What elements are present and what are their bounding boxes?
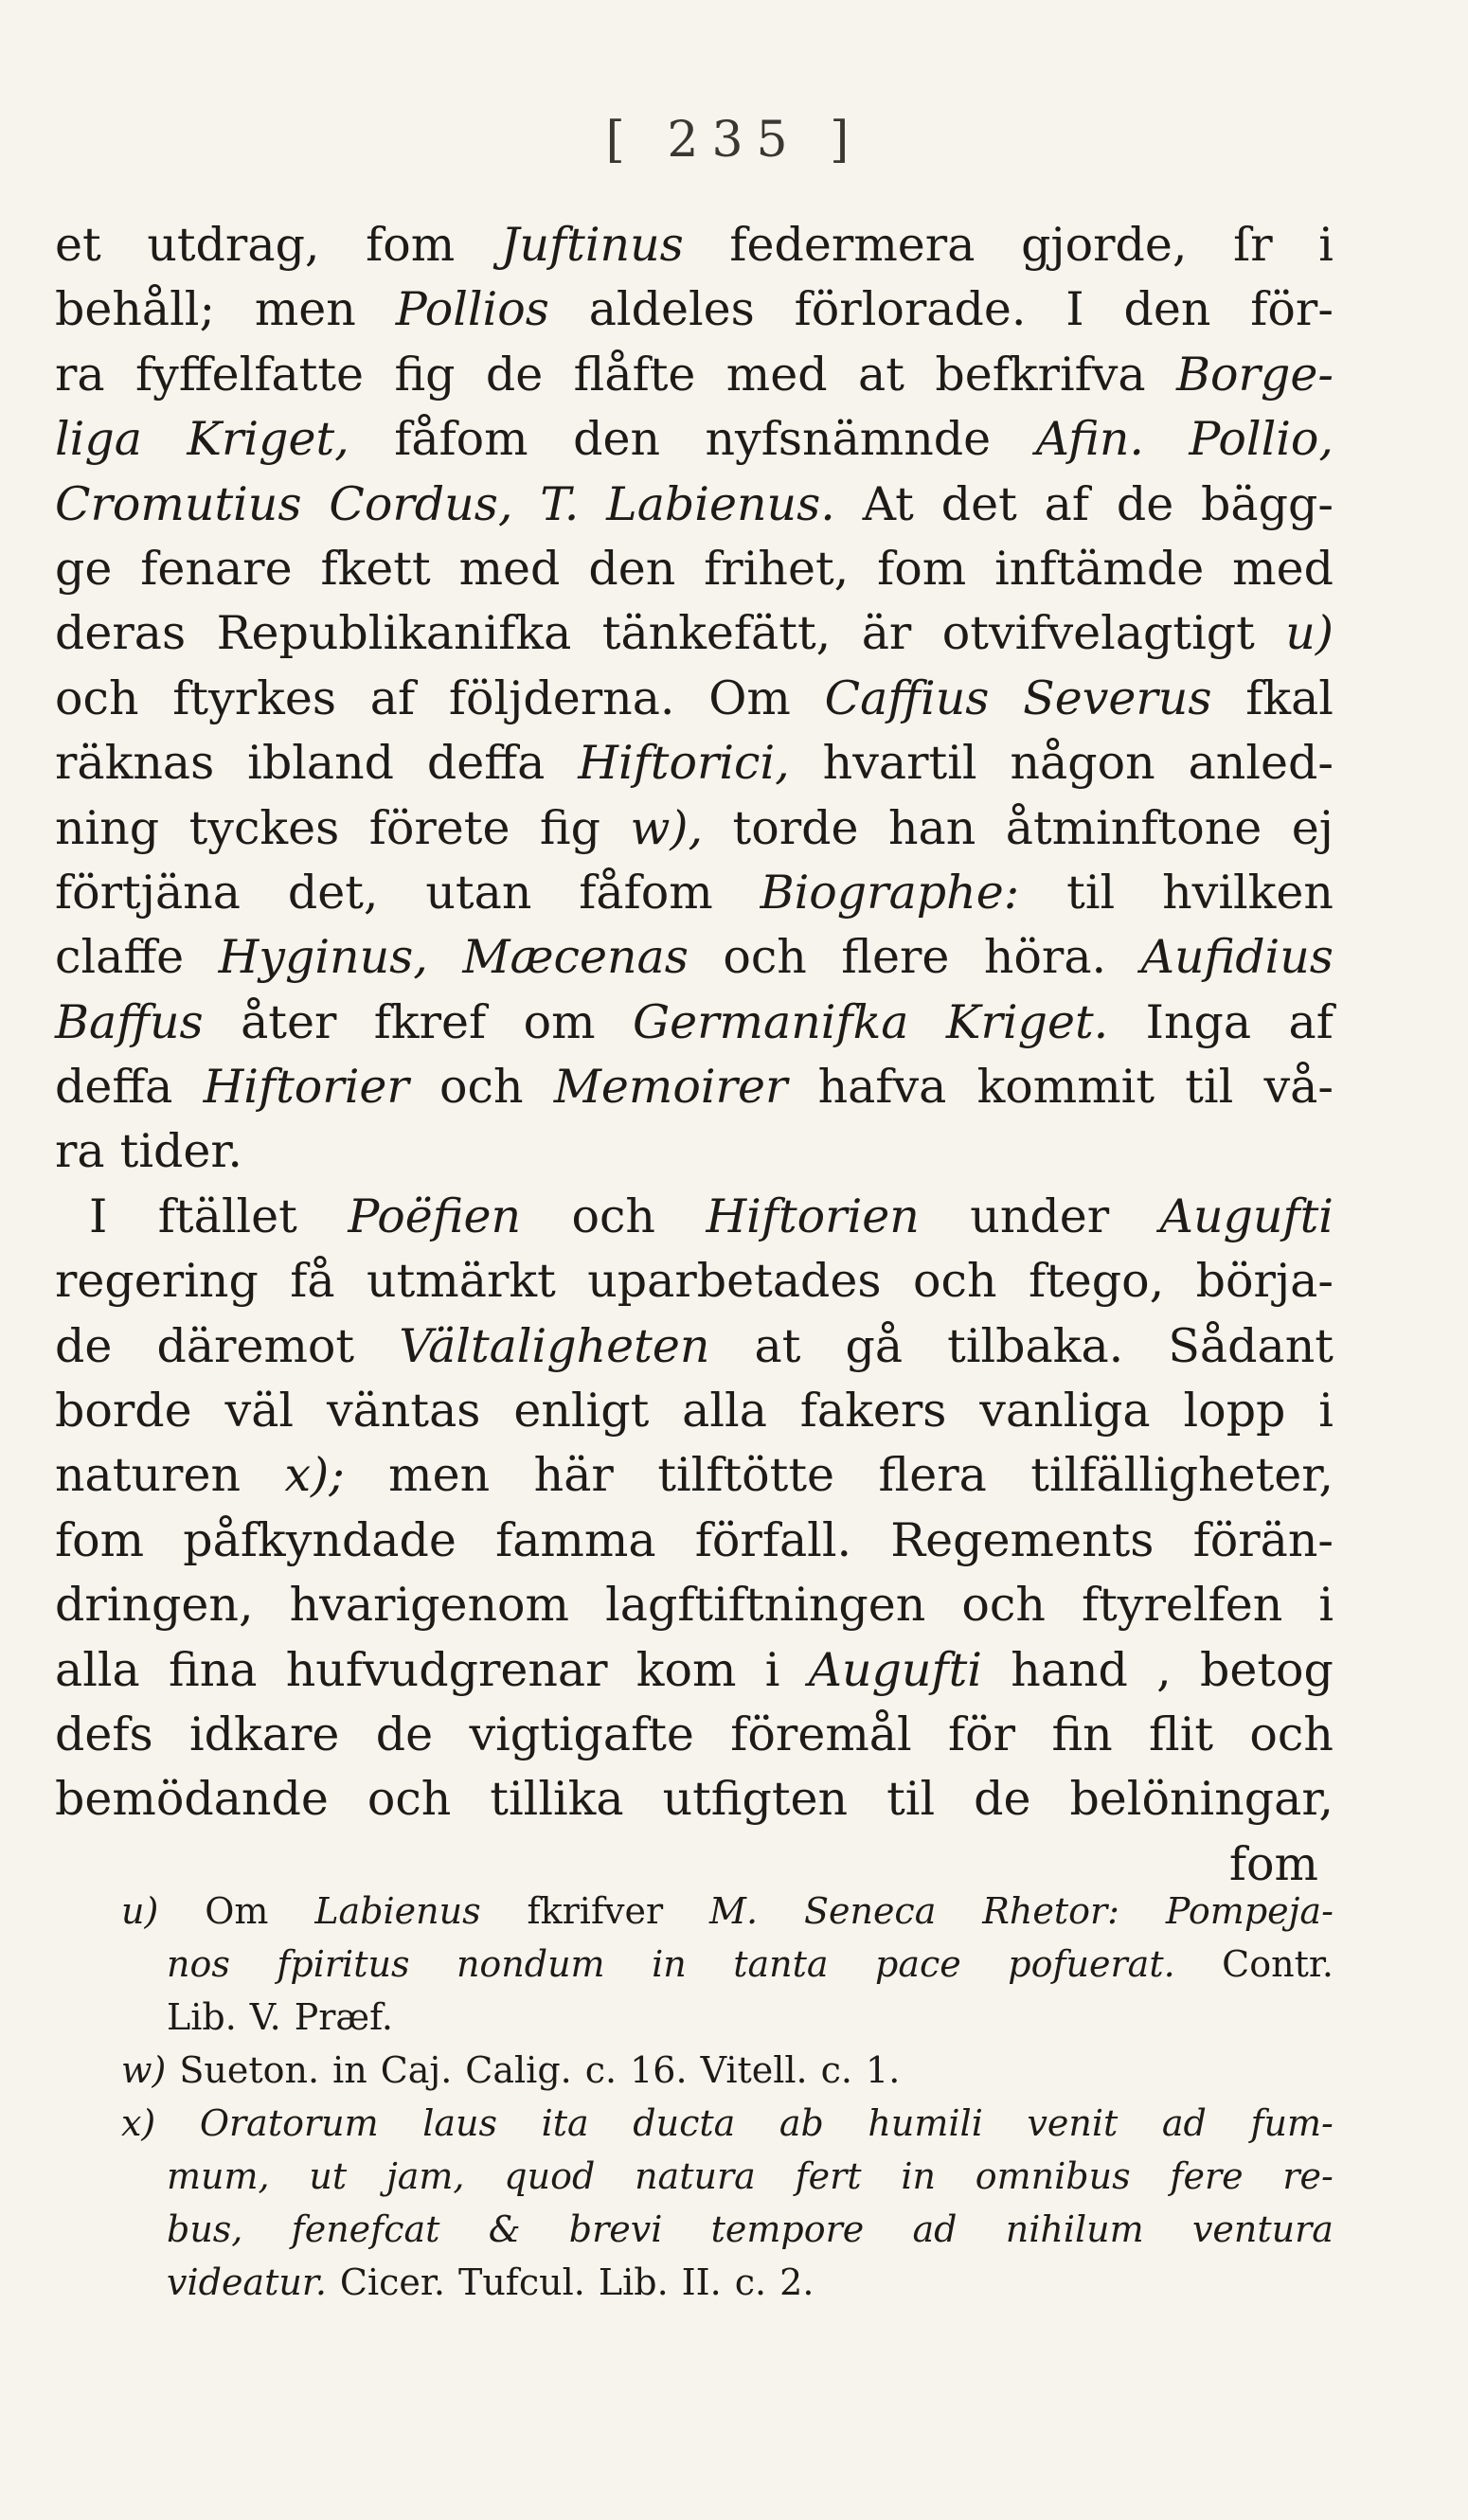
text-line [55,1055,1334,1119]
word: deffa [426,736,546,791]
italic-word: brevi [568,2208,663,2250]
word: gjorde, [1021,218,1188,272]
text-line [55,213,1334,277]
word: och [723,930,807,985]
word: Vitell. [700,2049,808,2091]
word: fin [1051,1707,1113,1761]
italic-word: Hiftorien [706,1189,920,1243]
word: ning [55,800,160,855]
word: alla [55,1642,140,1697]
word: naturen [55,1448,241,1503]
word: den [573,412,661,467]
text-line [55,1185,1334,1249]
text-line [55,667,1334,731]
word: Cicer. [339,2261,445,2303]
italic-word: & [488,2208,521,2250]
word: ftego, [1028,1254,1165,1309]
word: för [948,1707,1016,1761]
italic-word: ventura [1191,2208,1334,2250]
italic-word: Borge- [1176,347,1334,402]
word: få [290,1254,335,1309]
word: hvartil [822,736,977,791]
text-line [55,861,1334,925]
word: c. [584,2049,618,2091]
word: hvilken [1162,865,1334,920]
word: kommit [976,1060,1155,1115]
word: med [458,541,561,596]
word: väntas [326,1384,481,1439]
word: de [1116,476,1174,531]
italic-word: re- [1282,2155,1334,2197]
word: , [1156,1642,1172,1697]
word: fom [1228,1836,1318,1891]
italic-word: quod [504,2155,596,2197]
word: vanliga [979,1384,1151,1439]
word: följderna. [448,670,675,725]
italic-word: Hiftorier [203,1060,409,1115]
word: til [886,1772,936,1827]
word: i [1318,1384,1334,1439]
word: och [1249,1707,1334,1761]
word: de [55,1318,113,1373]
italic-word: omnibus [975,2155,1131,2197]
text-line [55,407,1334,472]
text-line [55,1249,1334,1314]
italic-word: natura [635,2155,756,2197]
word: ibland [247,736,395,791]
italic-word: videatur. [167,2261,327,2303]
text-line [55,1509,1334,1573]
word: af [1288,994,1334,1049]
word: föremål [730,1707,912,1761]
word: I [1065,282,1084,337]
word: de [375,1707,434,1761]
text-line [55,731,1334,795]
text-line [55,601,1334,666]
word: men [388,1448,491,1503]
text-line [55,277,1334,342]
word: tyckes [188,800,340,855]
word: ge [55,541,113,596]
word: det [940,476,1017,531]
italic-word: Pollio, [1189,412,1334,467]
word: ej [1291,800,1334,855]
word: bemödande [55,1772,329,1827]
italic-word: Afin. [1035,412,1144,467]
word: någon [1010,736,1155,791]
italic-word: fum- [1250,2102,1334,2144]
word: utdrag, [147,218,320,272]
footnote-line [121,2203,1334,2256]
word: tillika [490,1772,624,1827]
italic-word: nondum [456,1943,605,1985]
footnote-line [121,1885,1334,1938]
word: fåfom [579,865,713,920]
word: väl [224,1384,295,1439]
italic-word: laus [422,2102,498,2144]
word: flåfte [573,347,696,402]
word: hufvudgrenar [285,1642,608,1697]
word: tilbaka. [947,1318,1124,1373]
italic-word: Severus [1023,670,1212,725]
italic-word: w), [630,800,704,855]
main-text-block [55,213,1334,1897]
word: förfall. [694,1512,852,1567]
italic-word: venit [1027,2102,1119,2144]
word: til [1185,1060,1234,1115]
italic-word: fenefcat [291,2208,440,2250]
italic-word: tempore [710,2208,865,2250]
word: vå- [1263,1060,1334,1115]
word: är [861,606,912,661]
word: bägg- [1201,476,1334,531]
text-line [55,473,1334,537]
italic-word: Vältaligheten [399,1318,710,1373]
italic-word: Kriget. [945,994,1109,1049]
word: Inga [1145,994,1252,1049]
italic-word: bus, [167,2208,243,2250]
italic-word: Germanifka [632,994,909,1049]
italic-word: ita [541,2102,589,2144]
italic-word: Baffus [55,994,204,1049]
word: utan [425,865,532,920]
word: af [369,670,416,725]
word: deffa [55,1060,173,1115]
word: fkett [320,541,431,596]
word: fom [877,541,967,596]
word: hand [1011,1642,1128,1697]
word: med [1232,541,1334,596]
word: här [533,1448,614,1503]
word: fina [169,1642,258,1697]
italic-word: Hyginus, [218,930,428,985]
italic-word: fert [795,2155,862,2197]
word: famma [495,1512,656,1567]
word: och [913,1254,997,1309]
word: fig [394,347,456,402]
word: Caj. [380,2049,453,2091]
word: de [485,347,544,402]
word: aldeles [588,282,755,337]
italic-word: x) [121,2102,156,2144]
word: vigtigafte [469,1707,694,1761]
word: borde [55,1384,192,1439]
word: befkrifva [935,347,1146,402]
word: fkrifver [527,1890,664,1932]
word: I [89,1189,108,1243]
word: c. [734,2261,767,2303]
italic-word: u) [1285,606,1334,661]
word: fyffelfatte [135,347,365,402]
word: i [1318,218,1334,272]
word: och [439,1060,524,1115]
italic-word: Rhetor: [982,1890,1119,1932]
text-line [55,925,1334,990]
italic-word: tanta [733,1943,829,1985]
word: tider. [119,1124,242,1179]
text-line [55,796,1334,861]
footnote-line [121,2044,1334,2097]
italic-word: liga [55,412,142,467]
word: förtjäna [55,865,241,920]
word: förän- [1192,1512,1334,1567]
word: belöningar, [1069,1772,1334,1827]
word: 16. [630,2049,688,2091]
word: Calig. [465,2049,572,2091]
word: den [1123,282,1211,337]
word: Republikanifka [216,606,572,661]
text-line [55,991,1334,1055]
word: fåfom [394,412,528,467]
word: regering [55,1254,259,1309]
italic-word: w) [121,2049,167,2091]
word: dringen, [55,1578,254,1633]
italic-word: pofuerat. [1008,1943,1175,1985]
italic-word: in [652,1943,687,1985]
word: idkare [189,1707,340,1761]
word: fkref [373,994,487,1049]
word: 1. [866,2049,901,2091]
italic-word: in [901,2155,936,2197]
italic-word: Biographe: [760,865,1020,920]
word: fom [55,1512,145,1567]
word: och [571,1189,655,1243]
word: II. [681,2261,722,2303]
italic-word: Hiftorici, [578,736,790,791]
word: inftämde [994,541,1205,596]
word: med [725,347,828,402]
italic-word: Poëfien [348,1189,522,1243]
word: hafva [817,1060,947,1115]
word: åtminftone [1005,800,1262,855]
word: i [1318,1578,1334,1633]
word: flere [841,930,950,985]
word: At [862,476,914,531]
word: Sueton. [179,2049,320,2091]
italic-word: Oratorum [199,2102,379,2144]
word: Regements [890,1512,1155,1567]
text-line [55,1379,1334,1443]
italic-word: Mæcenas [462,930,689,985]
word: däremot [156,1318,355,1373]
word: räknas [55,736,215,791]
footnote-line [121,1938,1334,1991]
italic-word: Juftinus [500,218,684,272]
word: och [367,1772,452,1827]
word: i [764,1642,780,1697]
word: Lib. [598,2261,669,2303]
word: fakers [799,1384,947,1439]
word: det, [287,865,379,920]
word: behåll; [55,282,215,337]
italic-word: Aufidius [1140,930,1334,985]
italic-word: fere [1170,2155,1244,2197]
text-line [55,1703,1334,1767]
word: defs [55,1707,153,1761]
word: hvarigenom [289,1578,570,1633]
word: at [858,347,904,402]
italic-word: Cromutius [55,476,302,531]
italic-word: pace [875,1943,961,1985]
italic-word: humili [868,2102,983,2144]
word: för- [1250,282,1334,337]
italic-word: nihilum [1005,2208,1144,2250]
word: fom [366,218,456,272]
word: börja- [1195,1254,1334,1309]
text-line [55,1573,1334,1637]
italic-word: ab [779,2102,824,2144]
word: lopp [1183,1384,1286,1439]
text-line [55,1443,1334,1508]
word: Sådant [1168,1318,1334,1373]
italic-word: fpiritus [277,1943,410,1985]
word: ftyrelfen [1081,1578,1283,1633]
word: tänkefätt, [601,606,832,661]
italic-word: mum, [167,2155,270,2197]
text-line [55,537,1334,601]
word: åter [241,994,337,1049]
italic-word: Seneca [803,1890,937,1932]
text-line [55,1638,1334,1703]
word: Om [708,670,791,725]
italic-word: ad [1161,2102,1207,2144]
italic-word: M. [709,1890,759,1932]
word: torde [732,800,859,855]
word: uparbetades [587,1254,882,1309]
page-number-header: [ 235 ] [605,112,863,169]
italic-word: Pompeja- [1165,1890,1334,1932]
word: kom [636,1642,737,1697]
italic-word: ad [912,2208,958,2250]
word: han [887,800,976,855]
word: ftyrkes [172,670,337,725]
text-line [55,343,1334,407]
word: otvifvelagtigt [941,606,1255,661]
footnote-line [121,2256,1334,2309]
word: anled- [1188,736,1334,791]
word: gå [845,1318,904,1373]
italic-word: ut [309,2155,348,2197]
word: Præf. [294,1996,393,2038]
text-line [55,1767,1334,1832]
word: V. [249,1996,281,2038]
word: fenare [140,541,293,596]
italic-word: Memoirer [553,1060,788,1115]
word: lagftiftningen [605,1578,926,1633]
word: frihet, [704,541,850,596]
word: förete [368,800,510,855]
word: påfkyndade [183,1512,457,1567]
word: til [1066,865,1116,920]
word: deras [55,606,187,661]
word: enligt [513,1384,650,1439]
word: tilftötte [657,1448,835,1503]
word: ſr [1233,218,1273,272]
word: fkal [1245,670,1334,725]
word: Lib. [167,1996,237,2038]
word: förlorade. [794,282,1027,337]
word: at [754,1318,801,1373]
word: de [974,1772,1031,1827]
italic-word: x); [284,1448,345,1503]
italic-word: nos [167,1943,230,1985]
word: den [588,541,676,596]
word: betog [1199,1642,1334,1697]
word: Contr. [1222,1943,1334,1985]
word: ra [55,1124,105,1179]
word: Tufcul. [457,2261,585,2303]
italic-word: Labienus. [606,476,835,531]
footnote-line [121,1991,1334,2044]
word: c. [820,2049,853,2091]
word: ftället [157,1189,297,1243]
word: claffe [55,930,185,985]
word: utmärkt [367,1254,556,1309]
word: fig [539,800,600,855]
italic-word: jam, [385,2155,465,2197]
italic-word: Pollios [395,282,549,337]
word: och [55,670,139,725]
italic-word: T. [540,476,580,531]
word: af [1044,476,1089,531]
text-line [55,1119,1334,1184]
italic-word: u) [121,1890,159,1932]
word: tilfälligheter, [1030,1448,1334,1503]
word: flit [1149,1707,1214,1761]
italic-word: Augufti [1159,1189,1334,1243]
word: utfigten [662,1772,849,1827]
word: Om [205,1890,269,1932]
italic-word: Cordus, [329,476,513,531]
word: et [55,218,101,272]
word: alla [682,1384,767,1439]
word: 2. [779,2261,815,2303]
footnote-line [121,2150,1334,2203]
footnotes-block [121,1885,1334,2309]
word: in [332,2049,367,2091]
footnote-line [121,2097,1334,2150]
italic-word: Labienus [314,1890,481,1932]
word: under [970,1189,1110,1243]
italic-word: Augufti [808,1642,982,1697]
word: flera [878,1448,987,1503]
word: men [254,282,356,337]
italic-word: Kriget, [187,412,349,467]
italic-word: Caffius [824,670,990,725]
italic-word: ducta [633,2102,736,2144]
word: höra. [983,930,1107,985]
word: ra [55,347,105,402]
word: federmera [729,218,976,272]
word: om [523,994,596,1049]
word: och [961,1578,1046,1633]
word: nyfsnämnde [705,412,992,467]
text-line [55,1314,1334,1379]
